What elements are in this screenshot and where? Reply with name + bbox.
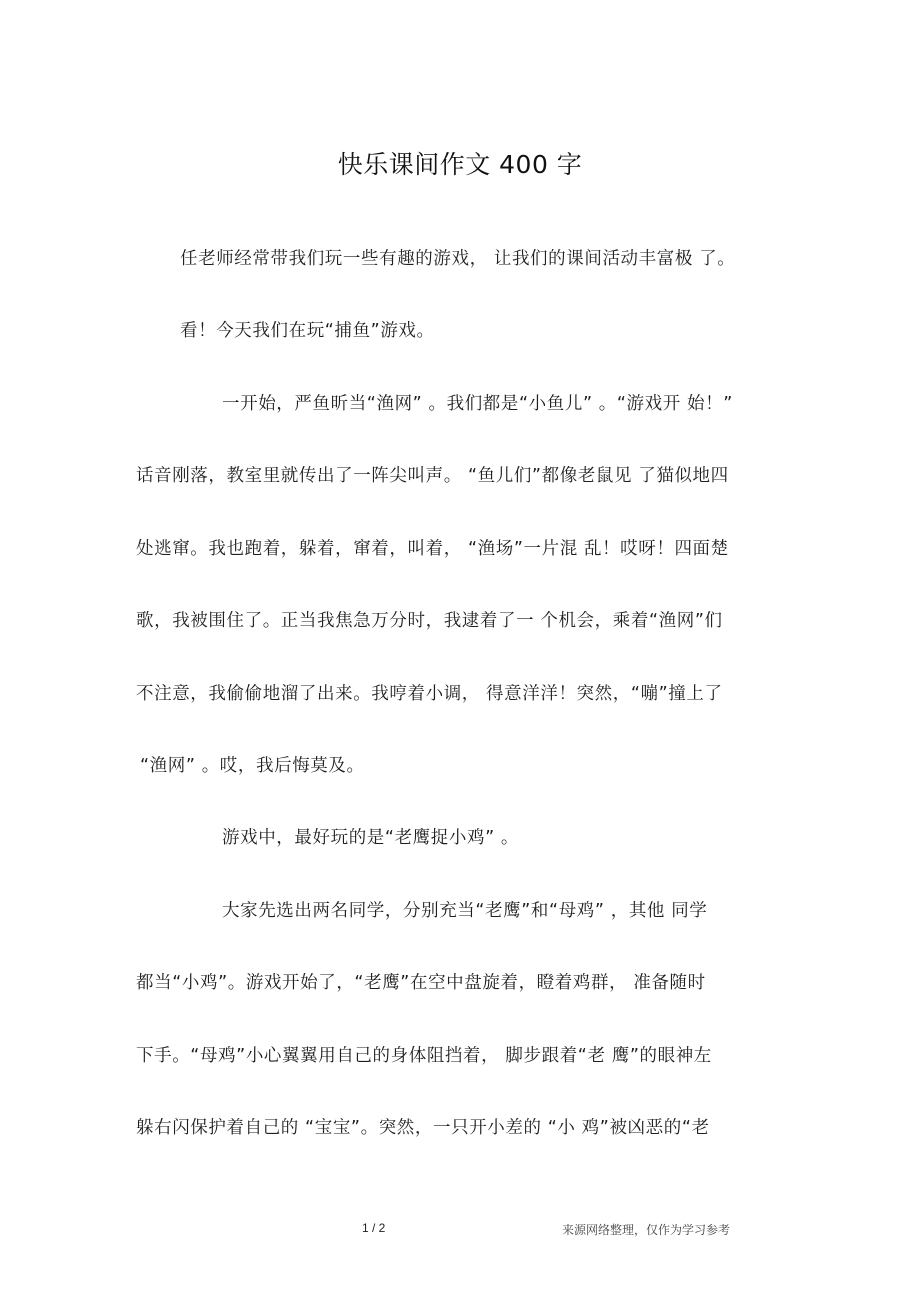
paragraph-line: 看！今天我们在玩“捕鱼”游戏。 — [180, 321, 435, 341]
paragraph-line: 话音刚落，教室里就传出了一阵尖叫声。 “鱼儿们”都像老鼠见 了猫似地四 — [136, 466, 729, 486]
paragraph-line: 任老师经常带我们玩一些有趣的游戏， 让我们的课间活动丰富极 了。 — [180, 249, 736, 269]
paragraph-line: 都当“小鸡”。游戏开始了，“老鹰”在空中盘旋着，瞪着鸡群， 准备随时 — [136, 973, 706, 993]
footer-note: 来源网络整理，仅作为学习参考 — [562, 1223, 731, 1237]
paragraph-line: 游戏中，最好玩的是“老鹰捉小鸡” 。 — [222, 828, 519, 848]
paragraph-line: 歌，我被围住了。正当我焦急万分时，我逮着了一 个机会，乘着“渔网”们 — [136, 611, 723, 631]
paragraph-line: 一开始，严鱼昕当“渔网” 。我们都是“小鱼儿” 。“游戏开 始！” — [222, 394, 733, 414]
paragraph-line: “渔网” 。哎，我后悔莫及。 — [140, 756, 365, 776]
paragraph-line: 大家先选出两名同学，分别充当“老鹰”和“母鸡” ，其他 同学 — [222, 901, 708, 921]
paragraph-line: 下手。“母鸡”小心翼翼用自己的身体阻挡着， 脚步跟着“老 鹰”的眼神左 — [136, 1046, 712, 1066]
page-indicator: 1 / 2 — [362, 1221, 386, 1235]
paragraph-line: 处逃窜。我也跑着，躲着，窜着，叫着， “渔场”一片混 乱！哎呀！四面楚 — [136, 539, 729, 559]
document-title: 快乐课间作文 400 字 — [337, 150, 583, 179]
paragraph-line: 不注意，我偷偷地溜了出来。我哼着小调， 得意洋洋！突然，“嘣”撞上了 — [136, 684, 723, 704]
paragraph-line: 躲右闪保护着自己的 “宝宝”。突然，一只开小差的 “小 鸡”被凶恶的“老 — [136, 1118, 710, 1138]
